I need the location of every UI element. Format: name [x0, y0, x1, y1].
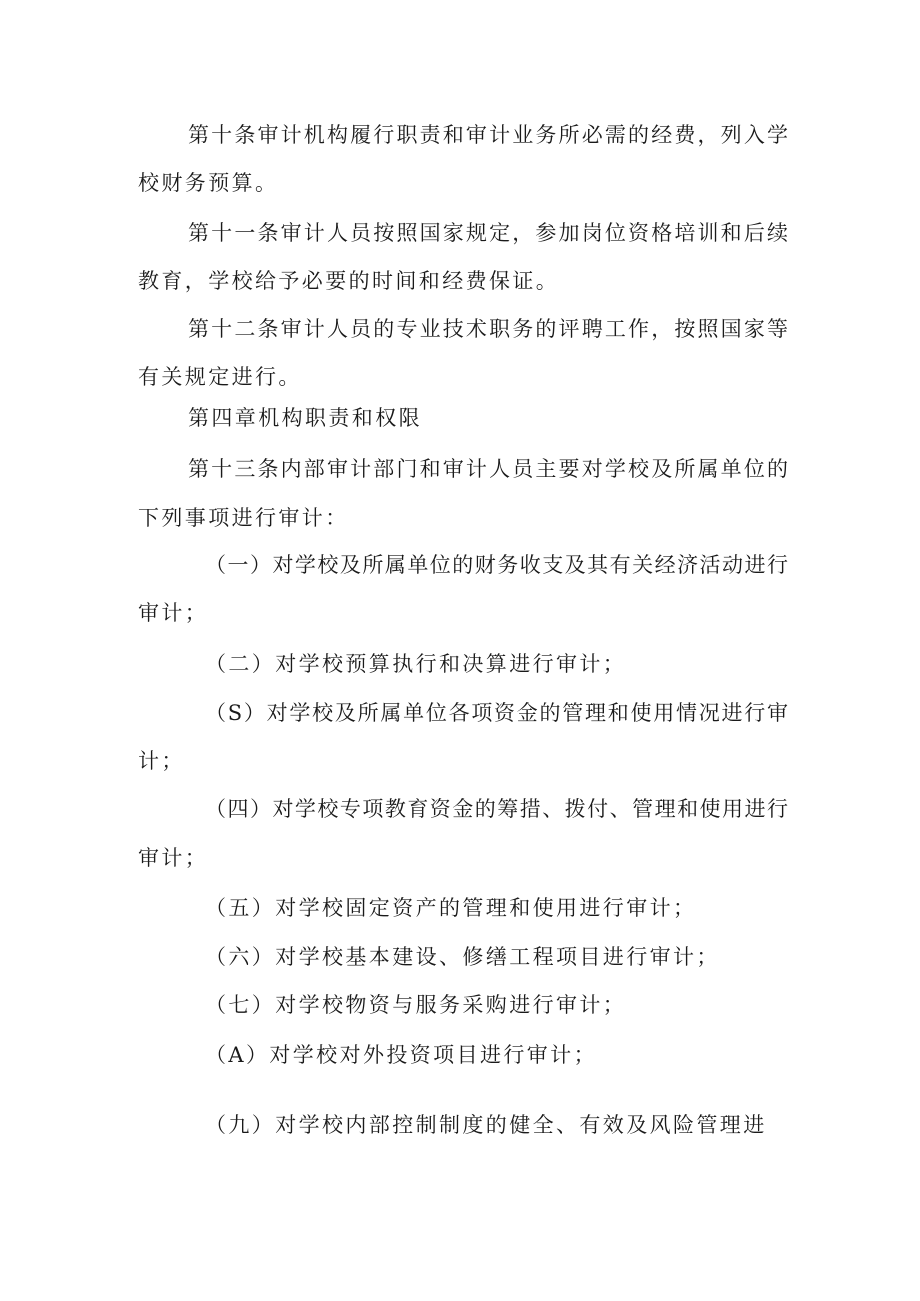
- list-item-line: 审计；: [138, 601, 209, 625]
- list-item-line: 计；: [138, 749, 185, 773]
- paragraph-line: 校财务预算。: [138, 171, 279, 195]
- list-item-line: 审计；: [138, 846, 209, 870]
- chapter-heading: 第四章机构职责和权限: [188, 406, 422, 430]
- list-item-line: （二）对学校预算执行和决算进行审计；: [205, 652, 627, 676]
- list-item-line: （S）对学校及所属单位各项资金的管理和使用情况进行审: [205, 701, 788, 725]
- paragraph-line: 第十一条审计人员按照国家规定，参加岗位资格培训和后续: [188, 221, 788, 245]
- list-item-line: （一）对学校及所属单位的财务收支及其有关经济活动进行: [205, 553, 788, 577]
- list-item-line: （五）对学校固定资产的管理和使用进行审计；: [205, 896, 697, 920]
- list-item-line: （A）对学校对外投资项目进行审计；: [205, 1043, 597, 1067]
- list-item-line: （四）对学校专项教育资金的筹措、拨付、管理和使用进行: [205, 797, 788, 821]
- paragraph-line: 第十三条内部审计部门和审计人员主要对学校及所属单位的: [188, 457, 788, 481]
- paragraph-line: 有关规定进行。: [138, 365, 302, 389]
- list-item-line: （六）对学校基本建设、修缮工程项目进行审计；: [205, 945, 720, 969]
- paragraph-line: 第十条审计机构履行职责和审计业务所必需的经费，列入学: [188, 123, 788, 147]
- list-item-line: （九）对学校内部控制制度的健全、有效及风险管理进: [205, 1113, 767, 1137]
- paragraph-line: 教育，学校给予必要的时间和经费保证。: [138, 269, 560, 293]
- paragraph-line: 第十二条审计人员的专业技术职务的评聘工作，按照国家等: [188, 317, 788, 341]
- list-item-line: （七）对学校物资与服务采购进行审计；: [205, 993, 627, 1017]
- paragraph-line: 下列事项进行审计：: [138, 506, 349, 530]
